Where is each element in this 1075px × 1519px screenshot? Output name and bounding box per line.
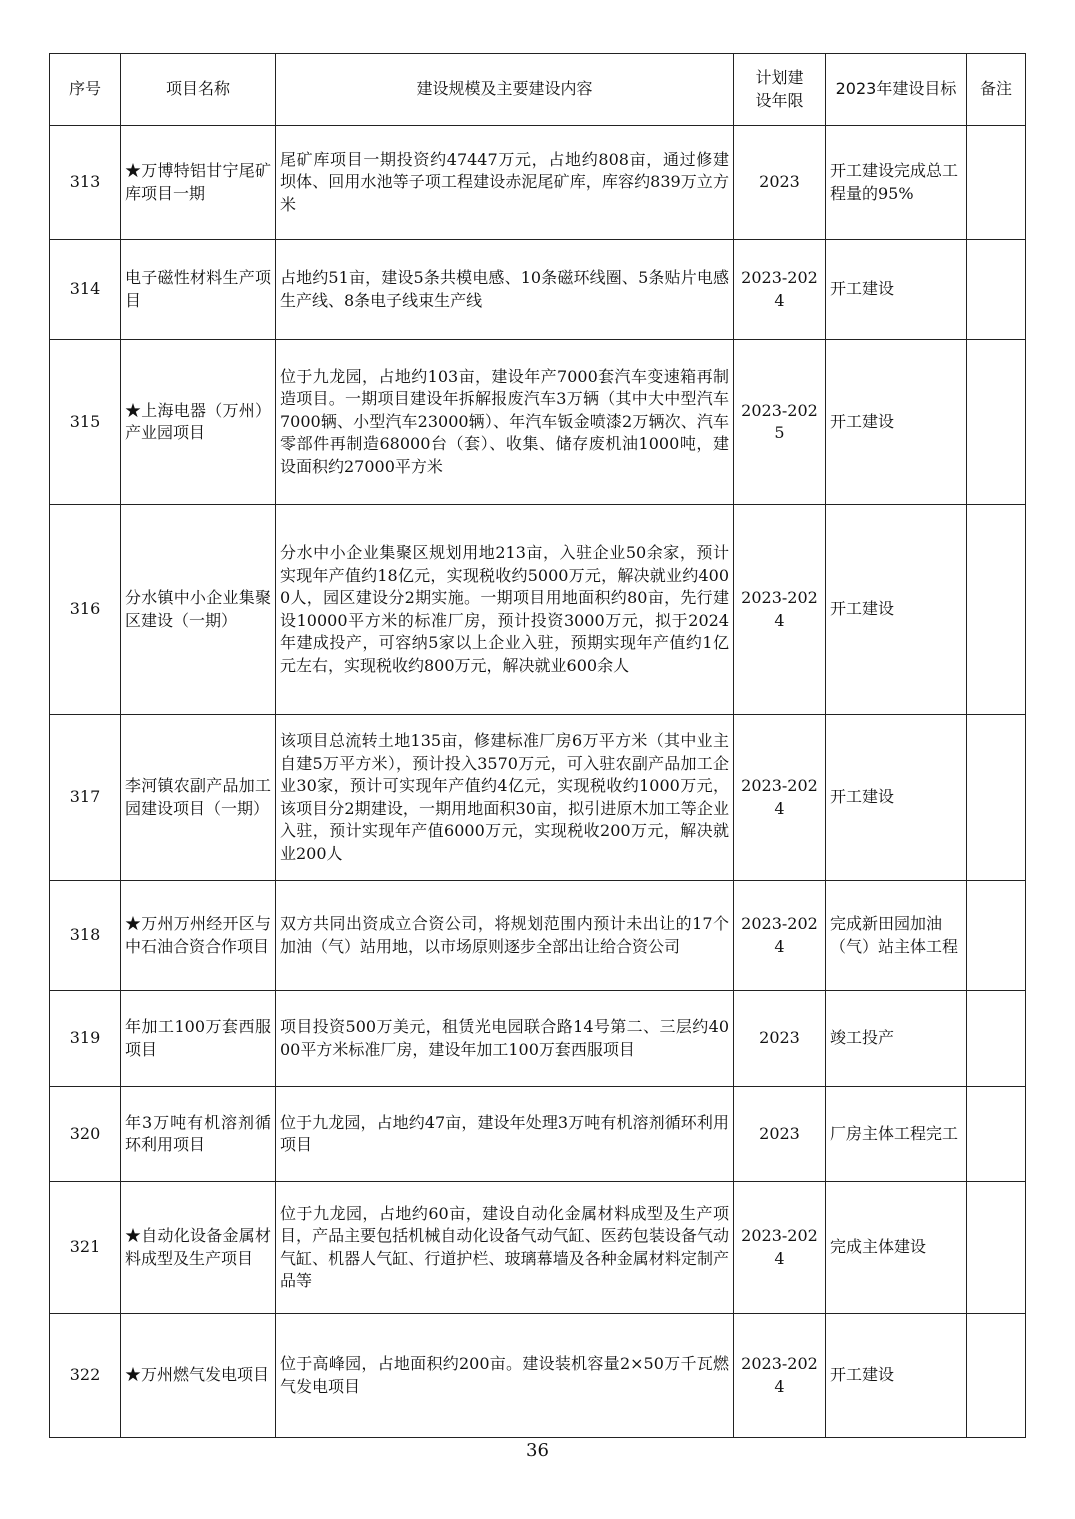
row-num: 320 bbox=[50, 1087, 121, 1182]
row-num: 321 bbox=[50, 1182, 121, 1314]
table-row bbox=[50, 505, 1026, 715]
row-scope: 项目投资500万美元，租赁光电园联合路14号第二、三层约4000平方米标准厂房，建设年加工100万套西服项目 bbox=[276, 991, 734, 1087]
row-num: 315 bbox=[50, 340, 121, 505]
row-target: 开工建设完成总工程量的95% bbox=[826, 126, 967, 240]
table-row bbox=[50, 1087, 1026, 1182]
row-period: 2023-2024 bbox=[734, 881, 826, 991]
table-row bbox=[50, 881, 1026, 991]
row-note bbox=[967, 505, 1026, 715]
row-note bbox=[967, 1314, 1026, 1438]
table-row bbox=[50, 991, 1026, 1087]
header-period: 计划建设年限 bbox=[734, 54, 826, 126]
table-row bbox=[50, 715, 1026, 881]
row-num: 318 bbox=[50, 881, 121, 991]
row-target: 开工建设 bbox=[826, 505, 967, 715]
row-target: 开工建设 bbox=[826, 1314, 967, 1438]
row-period: 2023 bbox=[734, 126, 826, 240]
row-period: 2023-2024 bbox=[734, 240, 826, 340]
row-name: 李河镇农副产品加工园建设项目（一期） bbox=[121, 715, 276, 881]
row-target: 厂房主体工程完工 bbox=[826, 1087, 967, 1182]
row-scope: 位于九龙园，占地约47亩，建设年处理3万吨有机溶剂循环利用项目 bbox=[276, 1087, 734, 1182]
header-num: 序号 bbox=[50, 54, 121, 126]
row-note bbox=[967, 340, 1026, 505]
row-period: 2023-2024 bbox=[734, 715, 826, 881]
row-name: 年加工100万套西服项目 bbox=[121, 991, 276, 1087]
row-period: 2023-2024 bbox=[734, 505, 826, 715]
row-scope: 双方共同出资成立合资公司，将规划范围内预计未出让的17个加油（气）站用地，以市场原则逐步全部出让给合资公司 bbox=[276, 881, 734, 991]
row-scope: 分水中小企业集聚区规划用地213亩，入驻企业50余家，预计实现年产值约18亿元，实现税收约5000万元，解决就业约4000人，园区建设分2期实施。一期项目用地面积约80亩，先行建设10000平方米的标准厂房，预计投资3000万元，拟于2024年建成投产，可容纳5家以上企业入驻，预期实现年产值约1亿元左右，实现税收约800万元，解决就业600余人 bbox=[276, 505, 734, 715]
row-scope: 该项目总流转土地135亩，修建标准厂房6万平方米（其中业主自建5万平方米），预计投入3570万元，可入驻农副产品加工企业30家，预计可实现年产值约4亿元，实现税收约1000万元，该项目分2期建设，一期用地面积30亩，拟引进原木加工等企业入驻，预计实现年产值6000万元，实现税收200万元，解决就业200人 bbox=[276, 715, 734, 881]
header-target: 2023年建设目标 bbox=[826, 54, 967, 126]
table-row bbox=[50, 340, 1026, 505]
row-num: 317 bbox=[50, 715, 121, 881]
row-num: 314 bbox=[50, 240, 121, 340]
row-note bbox=[967, 991, 1026, 1087]
row-scope: 位于九龙园，占地约60亩，建设自动化金属材料成型及生产项目，产品主要包括机械自动化设备气动气缸、医药包装设备气动气缸、机器人气缸、行道护栏、玻璃幕墙及各种金属材料定制产品等 bbox=[276, 1182, 734, 1314]
row-target: 开工建设 bbox=[826, 340, 967, 505]
header-name: 项目名称 bbox=[121, 54, 276, 126]
table-row bbox=[50, 126, 1026, 240]
row-name: ★万博特铝甘宁尾矿库项目一期 bbox=[121, 126, 276, 240]
row-name: 电子磁性材料生产项目 bbox=[121, 240, 276, 340]
row-name: 年3万吨有机溶剂循环利用项目 bbox=[121, 1087, 276, 1182]
row-name: ★自动化设备金属材料成型及生产项目 bbox=[121, 1182, 276, 1314]
table-row bbox=[50, 1314, 1026, 1438]
row-name: ★上海电器（万州）产业园项目 bbox=[121, 340, 276, 505]
project-table bbox=[49, 53, 1026, 1438]
page-number: 36 bbox=[526, 1440, 549, 1461]
row-period: 2023-2024 bbox=[734, 1182, 826, 1314]
row-period: 2023-2025 bbox=[734, 340, 826, 505]
row-scope: 尾矿库项目一期投资约47447万元，占地约808亩，通过修建坝体、回用水池等子项工程建设赤泥尾矿库，库容约839万立方米 bbox=[276, 126, 734, 240]
row-target: 完成主体建设 bbox=[826, 1182, 967, 1314]
header-row bbox=[50, 54, 1026, 126]
row-target: 开工建设 bbox=[826, 240, 967, 340]
row-period: 2023 bbox=[734, 1087, 826, 1182]
row-num: 319 bbox=[50, 991, 121, 1087]
row-num: 316 bbox=[50, 505, 121, 715]
table-row bbox=[50, 1182, 1026, 1314]
row-name: ★万州万州经开区与中石油合资合作项目 bbox=[121, 881, 276, 991]
row-period: 2023-2024 bbox=[734, 1314, 826, 1438]
header-scope: 建设规模及主要建设内容 bbox=[276, 54, 734, 126]
row-target: 竣工投产 bbox=[826, 991, 967, 1087]
row-note bbox=[967, 1182, 1026, 1314]
row-period: 2023 bbox=[734, 991, 826, 1087]
row-note bbox=[967, 240, 1026, 340]
row-target: 开工建设 bbox=[826, 715, 967, 881]
row-note bbox=[967, 715, 1026, 881]
row-num: 322 bbox=[50, 1314, 121, 1438]
row-note bbox=[967, 881, 1026, 991]
row-scope: 位于九龙园，占地约103亩，建设年产7000套汽车变速箱再制造项目。一期项目建设年拆解报废汽车3万辆（其中大中型汽车7000辆、小型汽车23000辆）、年汽车钣金喷漆2万辆次、汽车零部件再制造68000台（套）、收集、储存废机油1000吨，建设面积约27000平方米 bbox=[276, 340, 734, 505]
table-row bbox=[50, 240, 1026, 340]
row-num: 313 bbox=[50, 126, 121, 240]
row-name: ★万州燃气发电项目 bbox=[121, 1314, 276, 1438]
row-scope: 位于高峰园，占地面积约200亩。建设装机容量2×50万千瓦燃气发电项目 bbox=[276, 1314, 734, 1438]
row-target: 完成新田园加油（气）站主体工程 bbox=[826, 881, 967, 991]
row-name: 分水镇中小企业集聚区建设（一期） bbox=[121, 505, 276, 715]
row-note bbox=[967, 1087, 1026, 1182]
header-note: 备注 bbox=[967, 54, 1026, 126]
row-scope: 占地约51亩，建设5条共模电感、10条磁环线圈、5条贴片电感生产线、8条电子线束生产线 bbox=[276, 240, 734, 340]
row-note bbox=[967, 126, 1026, 240]
